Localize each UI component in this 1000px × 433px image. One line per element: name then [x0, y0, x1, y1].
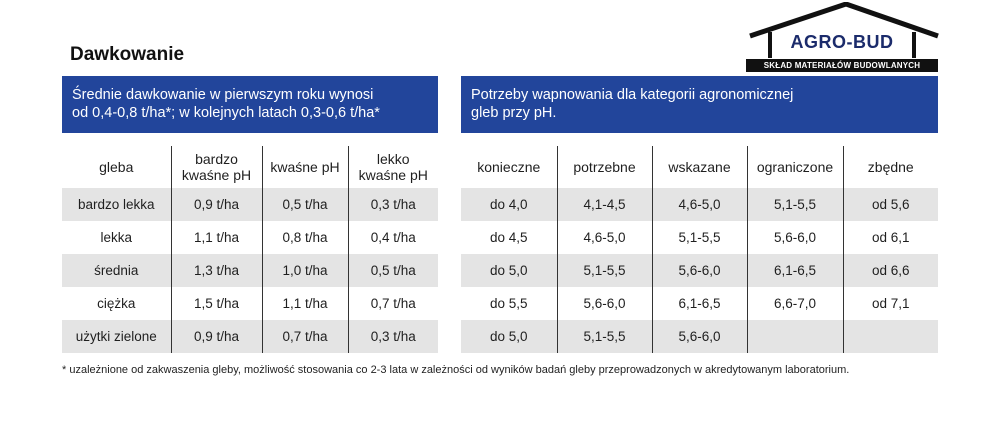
table-cell: od 6,1 — [843, 221, 938, 254]
table-cell: 6,1-6,5 — [652, 287, 747, 320]
table-cell: 0,9 t/ha — [171, 320, 262, 353]
left-panel-header — [62, 76, 438, 133]
table-cell: ciężka — [97, 296, 136, 311]
table-cell: 5,6-6,0 — [747, 221, 843, 254]
dosage-header-row — [62, 146, 438, 188]
table-cell: 5,1-5,5 — [747, 188, 843, 221]
left-header-line1: Średnie dawkowanie w pierwszym roku wynosi — [72, 87, 374, 103]
table-cell: 0,7 t/ha — [262, 320, 348, 353]
column-header: bardzo kwaśne pH — [171, 146, 262, 188]
table-cell: do 5,0 — [461, 320, 557, 353]
column-header: wskazane — [652, 146, 747, 188]
dosage-table — [62, 146, 438, 353]
table-cell: 4,6-5,0 — [652, 188, 747, 221]
table-cell: 0,4 t/ha — [348, 221, 438, 254]
table-cell: 1,1 t/ha — [171, 221, 262, 254]
table-cell: 5,1-5,5 — [557, 254, 652, 287]
table-row — [461, 254, 938, 287]
table-row — [461, 320, 938, 353]
left-header-line2: od 0,4-0,8 t/ha*; w kolejnych latach 0,3-0,6 t/ha* — [72, 105, 380, 121]
table-row — [62, 221, 438, 254]
table-cell — [843, 320, 938, 353]
footnote: * uzależnione od zakwaszenia gleby, możliwość stosowania co 2-3 lata w zależności od wyników badań gleby przeprowadzonych w akredytowanym laboratorium. — [62, 364, 850, 376]
column-header: gleba — [99, 159, 134, 175]
column-header: zbędne — [843, 146, 938, 188]
table-cell: użytki zielone — [62, 320, 171, 353]
table-cell: do 4,0 — [461, 188, 557, 221]
table-cell: do 5,0 — [461, 254, 557, 287]
table-row — [461, 188, 938, 221]
table-cell: od 5,6 — [843, 188, 938, 221]
table-cell: 1,5 t/ha — [171, 287, 262, 320]
liming-header-row — [461, 146, 938, 188]
table-row — [461, 221, 938, 254]
table-cell — [747, 320, 843, 353]
table-cell: 1,3 t/ha — [171, 254, 262, 287]
table-row — [62, 254, 438, 287]
table-cell: od 6,6 — [843, 254, 938, 287]
table-cell: 5,6-6,0 — [652, 320, 747, 353]
logo-tagline: SKŁAD MATERIAŁÓW BUDOWLANYCH — [746, 59, 938, 72]
agro-bud-logo — [742, 2, 942, 74]
table-cell: od 7,1 — [843, 287, 938, 320]
table-row — [62, 320, 438, 353]
table-cell: 5,1-5,5 — [557, 320, 652, 353]
table-cell: 6,6-7,0 — [747, 287, 843, 320]
column-header: konieczne — [477, 159, 541, 175]
table-cell: 0,9 t/ha — [171, 188, 262, 221]
table-cell: 0,3 t/ha — [348, 188, 438, 221]
column-header: kwaśne pH — [262, 146, 348, 188]
table-cell: 0,5 t/ha — [262, 188, 348, 221]
logo-name: AGRO-BUD — [790, 32, 894, 52]
table-row — [62, 188, 438, 221]
table-cell: 0,8 t/ha — [262, 221, 348, 254]
right-header-line2: gleb przy pH. — [471, 105, 557, 121]
table-cell: 0,7 t/ha — [348, 287, 438, 320]
table-cell: lekka — [100, 230, 132, 245]
table-cell: bardzo lekka — [62, 188, 171, 221]
table-cell: średnia — [62, 254, 171, 287]
table-cell: 6,1-6,5 — [747, 254, 843, 287]
table-cell: 1,1 t/ha — [262, 287, 348, 320]
right-panel-header — [461, 76, 938, 133]
table-cell: do 5,5 — [489, 296, 528, 311]
table-cell: 4,1-4,5 — [557, 188, 652, 221]
column-header: ograniczone — [747, 146, 843, 188]
table-cell: 0,5 t/ha — [348, 254, 438, 287]
right-header-line1: Potrzeby wapnowania dla kategorii agronomicznej — [471, 87, 794, 103]
page-title: Dawkowanie — [70, 44, 185, 65]
table-cell: 4,6-5,0 — [557, 221, 652, 254]
table-cell: 1,0 t/ha — [262, 254, 348, 287]
table-cell: 5,6-6,0 — [652, 254, 747, 287]
table-row — [461, 287, 938, 320]
column-header: potrzebne — [557, 146, 652, 188]
liming-needs-table — [461, 146, 938, 353]
table-cell: 5,1-5,5 — [652, 221, 747, 254]
table-cell: do 4,5 — [489, 230, 528, 245]
table-row — [62, 287, 438, 320]
table-cell: 0,3 t/ha — [348, 320, 438, 353]
column-header: lekko kwaśne pH — [348, 146, 438, 188]
table-cell: 5,6-6,0 — [557, 287, 652, 320]
